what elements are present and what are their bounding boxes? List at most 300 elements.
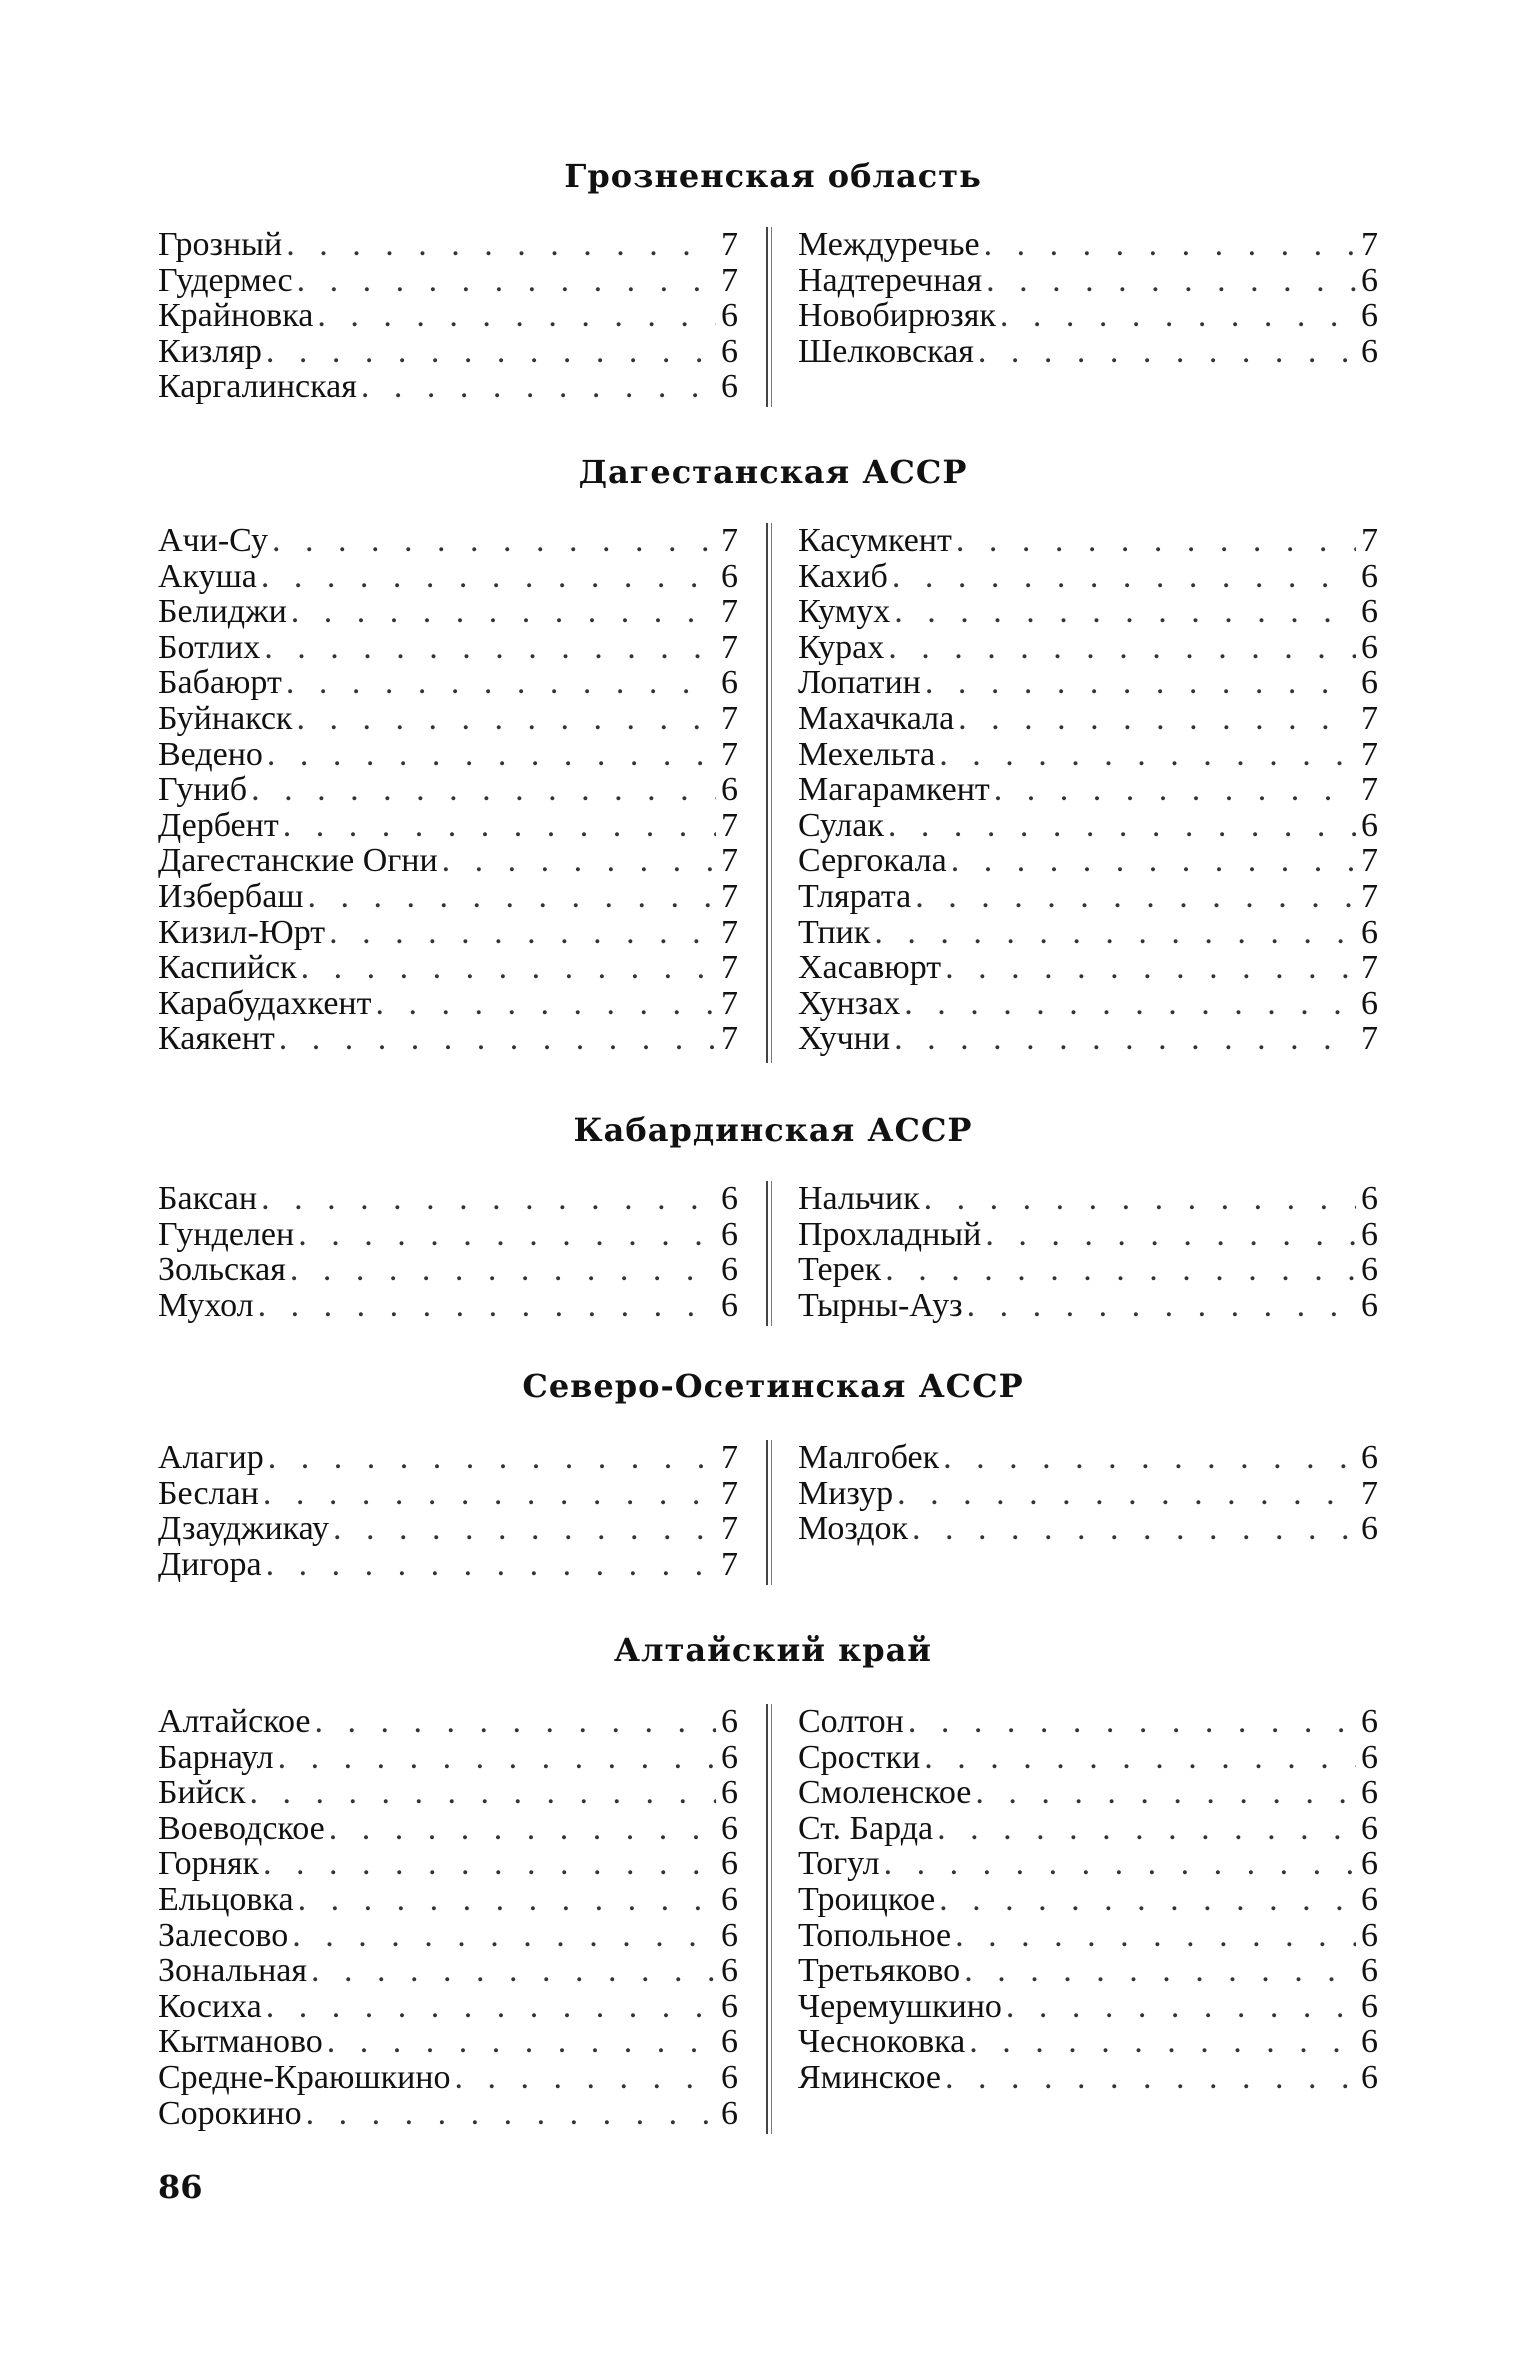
place-value: 6 (721, 1251, 738, 1289)
dot-leader (870, 915, 1356, 951)
list-item (158, 334, 738, 370)
list-item (158, 737, 738, 773)
section-kabardinskaya (158, 1106, 1388, 1324)
place-value: 6 (721, 1987, 738, 2025)
place-name: Средне-Краюшкино (158, 2058, 451, 2096)
place-name: Дагестанские Огни (158, 842, 438, 880)
place-name: Тырны-Ауз (798, 1286, 963, 1324)
list-item (798, 737, 1378, 773)
list-item (798, 523, 1378, 559)
list-item (798, 298, 1378, 334)
place-name: Нальчик (798, 1180, 920, 1217)
place-value: 6 (1361, 1738, 1378, 1776)
dot-leader (890, 1021, 1356, 1057)
place-value: 6 (1361, 1774, 1378, 1812)
dot-leader (254, 1288, 716, 1324)
right-column (798, 1440, 1378, 1547)
list-item (158, 772, 738, 808)
list-item (158, 559, 738, 595)
section-title: Дагестанская АССР (578, 453, 968, 491)
place-value: 7 (721, 842, 738, 880)
list-item (158, 1918, 738, 1954)
dot-leader (1002, 1989, 1356, 2025)
place-name: Мехельта (798, 735, 936, 773)
list-item (798, 950, 1378, 986)
place-value: 7 (721, 877, 738, 915)
section-title: Северо-Осетинская АССР (522, 1367, 1024, 1405)
place-name: Магарамкент (798, 771, 990, 809)
list-item (158, 701, 738, 737)
place-value: 6 (1361, 1703, 1378, 1740)
dot-leader (939, 1440, 1356, 1476)
list-item (158, 665, 738, 701)
list-item (798, 915, 1378, 951)
dot-leader (954, 701, 1356, 737)
place-name: Курах (798, 628, 885, 666)
place-value: 6 (1361, 984, 1378, 1022)
dot-leader (279, 808, 716, 844)
dot-leader (880, 1846, 1356, 1882)
place-name: Кахиб (798, 557, 888, 595)
dot-leader (286, 1252, 716, 1288)
section-altaysky (158, 1626, 1388, 2132)
dot-leader (307, 1953, 716, 1989)
place-value: 6 (1361, 2058, 1378, 2096)
list-item (158, 630, 738, 666)
list-item (158, 523, 738, 559)
right-column (798, 1704, 1378, 2096)
list-item (158, 1846, 738, 1882)
place-name: Баксан (158, 1180, 258, 1217)
list-item (158, 594, 738, 630)
dot-leader (881, 1252, 1356, 1288)
place-value: 6 (1361, 664, 1378, 702)
list-item (158, 1811, 738, 1847)
dot-leader (965, 2024, 1356, 2060)
place-name: Ачи-Су (158, 522, 269, 559)
place-value: 6 (1361, 2023, 1378, 2061)
list-item (158, 369, 738, 405)
place-name: Тлярата (798, 877, 912, 915)
list-item (798, 1476, 1378, 1512)
place-value: 6 (721, 771, 738, 809)
list-item (798, 701, 1378, 737)
place-name: Кумух (798, 593, 891, 631)
place-name: Касумкент (798, 522, 952, 559)
dot-leader (292, 701, 716, 737)
dot-leader (911, 879, 1356, 915)
dot-leader (325, 915, 716, 951)
list-item (158, 263, 738, 299)
left-column (158, 1181, 738, 1323)
list-item (798, 2060, 1378, 2096)
dot-leader (982, 263, 1356, 299)
place-name: Гудермес (158, 261, 293, 299)
place-name: Косиха (158, 1987, 262, 2025)
place-value: 6 (1361, 1439, 1378, 1476)
place-value: 6 (721, 297, 738, 335)
list-item (158, 2060, 738, 2096)
right-column (798, 523, 1378, 1057)
place-value: 7 (721, 1439, 738, 1476)
place-name: Дербент (158, 806, 279, 844)
place-value: 6 (1361, 1845, 1378, 1883)
place-name: Надтеречная (798, 261, 983, 299)
dot-leader (451, 2060, 717, 2096)
section-dagestanskaya (158, 448, 1388, 1058)
place-value: 7 (721, 1545, 738, 1583)
list-item (158, 1989, 738, 2025)
place-name: Тогул (798, 1845, 880, 1883)
place-value: 6 (721, 1180, 738, 1217)
place-value: 7 (721, 1510, 738, 1548)
place-name: Горняк (158, 1845, 260, 1883)
place-value: 6 (1361, 806, 1378, 844)
place-name: Кизляр (158, 332, 262, 370)
list-item (158, 298, 738, 334)
dot-leader (996, 298, 1356, 334)
place-value: 6 (1361, 261, 1378, 299)
place-name: Карабудахкент (158, 984, 372, 1022)
place-name: Топольное (798, 1916, 952, 1954)
place-value: 6 (1361, 1880, 1378, 1918)
place-name: Яминское (798, 2058, 941, 2096)
list-item (798, 1021, 1378, 1057)
section-groznenskaya (158, 152, 1388, 406)
place-name: Мухол (158, 1286, 254, 1324)
place-name: Солтон (798, 1703, 904, 1740)
list-item (158, 227, 738, 263)
dot-leader (329, 1511, 716, 1547)
list-item (798, 1704, 1378, 1740)
place-name: Ст. Барда (798, 1809, 934, 1847)
place-value: 7 (1361, 522, 1378, 559)
place-value: 6 (721, 1215, 738, 1253)
column-divider (766, 1181, 772, 1326)
place-value: 7 (1361, 949, 1378, 987)
list-item (798, 1846, 1378, 1882)
list-item (798, 2024, 1378, 2060)
dot-leader (884, 808, 1356, 844)
right-column (798, 227, 1378, 369)
place-name: Бийск (158, 1774, 246, 1812)
dot-leader (323, 2024, 716, 2060)
dot-leader (304, 879, 717, 915)
place-name: Зольская (158, 1251, 286, 1289)
place-value: 6 (1361, 1215, 1378, 1253)
dot-leader (257, 1181, 716, 1217)
place-name: Шелковская (798, 332, 974, 370)
place-name: Терек (798, 1251, 882, 1289)
dot-leader (908, 1511, 1356, 1547)
place-name: Кизил-Юрт (158, 913, 326, 951)
list-item (798, 1811, 1378, 1847)
dot-leader (888, 559, 1356, 595)
list-item (158, 950, 738, 986)
dot-leader (260, 630, 716, 666)
list-item (798, 1288, 1378, 1324)
section-severo-osetinskaya (158, 1362, 1388, 1583)
left-column (158, 1704, 738, 2131)
list-item (798, 808, 1378, 844)
column-divider (766, 523, 772, 1063)
place-value: 7 (1361, 842, 1378, 880)
list-item (158, 1704, 738, 1740)
list-item (158, 1775, 738, 1811)
place-name: Черемушкино (798, 1987, 1002, 2025)
place-value: 7 (721, 226, 738, 263)
list-item (158, 1740, 738, 1776)
dot-leader (275, 1021, 716, 1057)
place-name: Троицкое (798, 1880, 936, 1918)
dot-leader (287, 594, 716, 630)
dot-leader (990, 772, 1356, 808)
list-item (158, 1511, 738, 1547)
place-value: 6 (721, 1880, 738, 1918)
section-title: Грозненская область (564, 157, 982, 195)
dot-leader (900, 986, 1356, 1022)
place-name: Третьяково (798, 1952, 961, 1990)
place-value: 7 (721, 735, 738, 773)
dot-leader (438, 843, 716, 879)
dot-leader (257, 559, 716, 595)
list-item (158, 2024, 738, 2060)
list-item (158, 843, 738, 879)
dot-leader (247, 772, 716, 808)
dot-leader (933, 1811, 1356, 1847)
dot-leader (246, 1775, 716, 1811)
place-value: 7 (721, 913, 738, 951)
place-value: 7 (721, 1474, 738, 1512)
list-item (798, 772, 1378, 808)
dot-leader (904, 1704, 1356, 1740)
place-value: 7 (1361, 699, 1378, 737)
list-item (158, 808, 738, 844)
dot-leader (357, 369, 716, 405)
place-name: Белиджи (158, 593, 287, 631)
place-name: Мизур (798, 1474, 894, 1512)
place-name: Хасавюрт (798, 949, 942, 987)
place-value: 6 (1361, 1987, 1378, 2025)
list-item (798, 665, 1378, 701)
list-item (158, 879, 738, 915)
place-name: Тпик (798, 913, 871, 951)
column-divider (766, 1704, 772, 2134)
place-name: Каргалинская (158, 368, 357, 406)
dot-leader (981, 1217, 1356, 1253)
dot-leader (262, 1547, 716, 1583)
place-value: 6 (721, 1286, 738, 1324)
dot-leader (941, 2060, 1356, 2096)
list-item (158, 1217, 738, 1253)
place-name: Междуречье (798, 226, 980, 263)
place-name: Грозный (158, 226, 283, 263)
list-item (798, 1989, 1378, 2025)
place-value: 6 (721, 1738, 738, 1776)
place-name: Бабаюрт (158, 664, 282, 702)
list-item (798, 1252, 1378, 1288)
dot-leader (952, 523, 1356, 559)
place-value: 7 (721, 949, 738, 987)
dot-leader (264, 1440, 716, 1476)
place-value: 6 (1361, 332, 1378, 370)
place-name: Дзауджикау (158, 1510, 330, 1548)
list-item (158, 2096, 738, 2132)
place-name: Воеводское (158, 1809, 325, 1847)
dot-leader (971, 1775, 1356, 1811)
place-name: Прохладный (798, 1215, 982, 1253)
place-value: 7 (721, 806, 738, 844)
place-value: 7 (1361, 226, 1378, 263)
dot-leader (947, 843, 1356, 879)
place-value: 6 (1361, 1510, 1378, 1548)
dot-leader (935, 1882, 1356, 1918)
list-item (798, 1181, 1378, 1217)
place-name: Ельцовка (158, 1880, 294, 1918)
dot-leader (297, 950, 716, 986)
place-value: 7 (721, 984, 738, 1022)
place-value: 7 (721, 593, 738, 631)
place-value: 7 (721, 628, 738, 666)
list-item (798, 594, 1378, 630)
list-item (798, 1882, 1378, 1918)
place-name: Избербаш (158, 877, 304, 915)
list-item (798, 1918, 1378, 1954)
dot-leader (974, 334, 1356, 370)
dot-leader (259, 1846, 716, 1882)
place-value: 6 (721, 664, 738, 702)
list-item (158, 1288, 738, 1324)
place-name: Алтайское (158, 1703, 311, 1740)
dot-leader (325, 1811, 716, 1847)
left-column (158, 227, 738, 405)
place-name: Кытманово (158, 2023, 323, 2061)
place-value: 6 (721, 2094, 738, 2132)
place-name: Смоленское (798, 1774, 972, 1812)
list-item (798, 227, 1378, 263)
left-column (158, 523, 738, 1057)
place-value: 6 (721, 557, 738, 595)
place-value: 6 (721, 1845, 738, 1883)
place-value: 6 (1361, 1286, 1378, 1324)
list-item (798, 559, 1378, 595)
list-item (158, 1953, 738, 1989)
list-item (158, 1476, 738, 1512)
list-item (158, 1181, 738, 1217)
place-value: 7 (721, 522, 738, 559)
list-item (798, 843, 1378, 879)
place-name: Зональная (158, 1952, 308, 1990)
place-name: Буйнакск (158, 699, 293, 737)
dot-leader (263, 737, 716, 773)
place-value: 6 (1361, 1809, 1378, 1847)
list-item (798, 986, 1378, 1022)
place-value: 6 (1361, 913, 1378, 951)
list-item (158, 915, 738, 951)
list-item (798, 263, 1378, 299)
place-value: 7 (1361, 877, 1378, 915)
place-value: 6 (1361, 593, 1378, 631)
dot-leader (884, 630, 1356, 666)
list-item (158, 1547, 738, 1583)
list-item (798, 1440, 1378, 1476)
dot-leader (288, 1918, 716, 1954)
dot-leader (259, 1476, 716, 1512)
left-column (158, 1440, 738, 1582)
place-value: 6 (1361, 628, 1378, 666)
place-value: 6 (721, 1703, 738, 1740)
place-value: 7 (1361, 735, 1378, 773)
place-name: Крайновка (158, 297, 314, 335)
dot-leader (274, 1740, 716, 1776)
dot-leader (920, 1181, 1356, 1217)
place-value: 6 (721, 1952, 738, 1990)
place-name: Гунделен (158, 1215, 295, 1253)
page-number: 86 (158, 2168, 203, 2206)
list-item (798, 630, 1378, 666)
list-item (798, 1953, 1378, 1989)
column-divider (766, 227, 772, 407)
dot-leader (282, 227, 716, 263)
dot-leader (980, 227, 1356, 263)
place-value: 6 (1361, 1952, 1378, 1990)
column-divider (766, 1440, 772, 1585)
dot-leader (921, 665, 1356, 701)
place-name: Сулак (798, 806, 884, 844)
place-name: Беслан (158, 1474, 259, 1512)
list-item (158, 986, 738, 1022)
place-name: Сорокино (158, 2094, 302, 2132)
dot-leader (282, 665, 716, 701)
section-title: Кабардинская АССР (573, 1111, 973, 1149)
list-item (158, 1882, 738, 1918)
list-item (798, 1511, 1378, 1547)
right-column (798, 1181, 1378, 1323)
dot-leader (310, 1704, 716, 1740)
place-name: Ведено (158, 735, 263, 773)
dot-leader (890, 594, 1356, 630)
place-name: Залесово (158, 1916, 289, 1954)
place-value: 6 (1361, 1916, 1378, 1954)
list-item (798, 1740, 1378, 1776)
list-item (798, 1775, 1378, 1811)
list-item (798, 1217, 1378, 1253)
place-value: 6 (721, 1774, 738, 1812)
list-item (158, 1021, 738, 1057)
place-value: 7 (1361, 1020, 1378, 1058)
place-value: 6 (721, 332, 738, 370)
place-name: Гуниб (158, 771, 248, 809)
place-value: 6 (721, 1916, 738, 1954)
place-value: 6 (1361, 297, 1378, 335)
place-value: 7 (721, 699, 738, 737)
dot-leader (294, 1217, 716, 1253)
dot-leader (294, 1882, 716, 1918)
place-name: Дигора (158, 1545, 262, 1583)
dot-leader (262, 1989, 716, 2025)
dot-leader (960, 1953, 1356, 1989)
place-name: Каякент (158, 1020, 275, 1058)
place-name: Сростки (798, 1738, 921, 1776)
dot-leader (951, 1918, 1356, 1954)
place-value: 7 (1361, 1474, 1378, 1512)
place-value: 6 (721, 368, 738, 406)
place-name: Лопатин (798, 664, 921, 702)
dot-leader (920, 1740, 1356, 1776)
dot-leader (371, 986, 716, 1022)
section-title: Алтайский край (613, 1631, 933, 1669)
place-name: Хунзах (798, 984, 901, 1022)
